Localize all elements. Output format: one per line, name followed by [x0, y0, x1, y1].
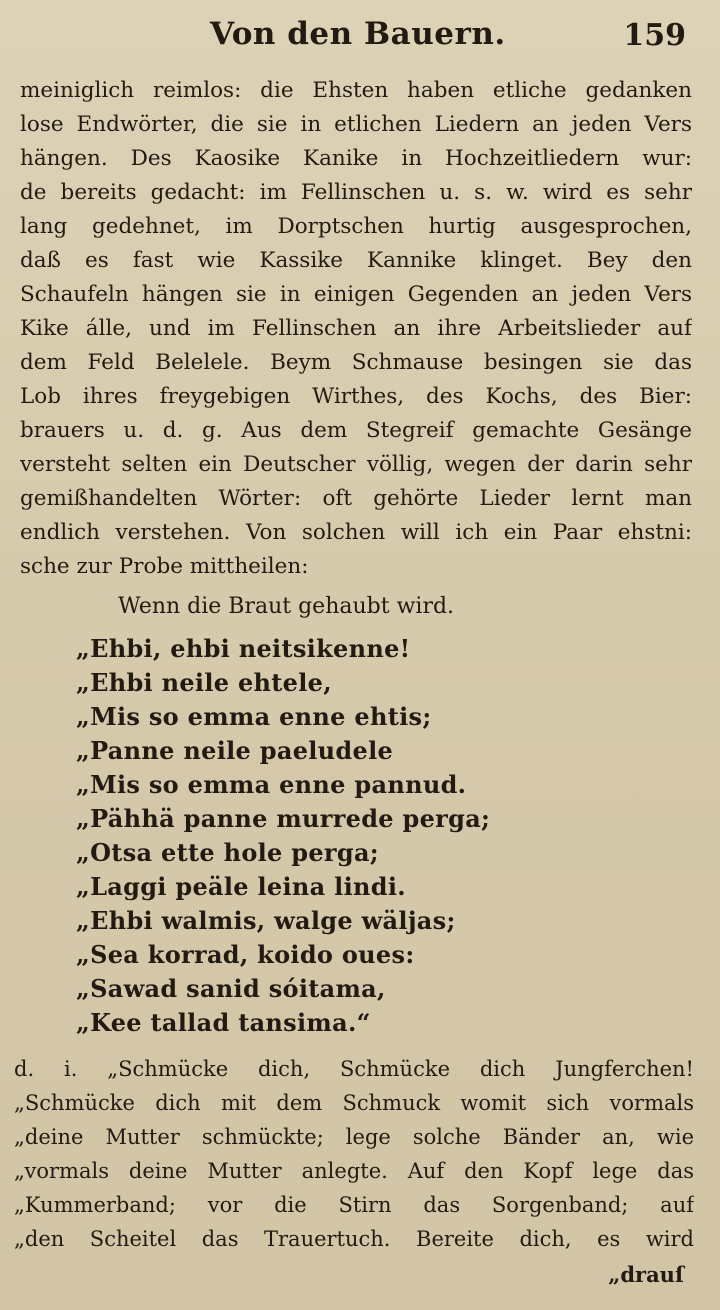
poem-verse: „Mis so emma enne pannud.	[76, 770, 467, 799]
text-line: d. i. „Schmücke dich, Schmücke dich Jungferchen!	[14, 1057, 694, 1081]
poem-verse: „Sea korrad, koido oues:	[76, 940, 415, 969]
poem-verse: „Ehbi, ehbi neitsikenne!	[76, 634, 411, 663]
body-paragraph	[20, 74, 692, 584]
text-line: „Schmücke dich mit dem Schmuck womit sich vormals	[14, 1091, 694, 1115]
text-line: versteht selten ein Deutscher völlig, wegen der darin sehr	[20, 452, 692, 477]
text-line: Lob ihres freygebigen Wirthes, des Kochs, des Bier:	[20, 384, 692, 409]
text-line: Schaufeln hängen sie in einigen Gegenden an jeden Vers	[20, 282, 692, 307]
catchword: „drauſ	[608, 1262, 684, 1287]
text-line: „vormals deine Mutter anlegte. Auf den Kopf lege das	[14, 1159, 694, 1183]
text-line: sche zur Probe mittheilen:	[20, 554, 309, 579]
poem-verse: „Pähhä panne murrede perga;	[76, 804, 491, 833]
text-line: „den Scheitel das Trauertuch. Bereite dich, es wird	[14, 1227, 694, 1251]
poem-verse: „Mis so emma enne ehtis;	[76, 702, 432, 731]
page-header	[0, 14, 720, 58]
running-title: Von den Bauern.	[210, 16, 506, 52]
text-line: „deine Mutter schmückte; lege solche Bänder an, wie	[14, 1125, 694, 1149]
poem-verse: „Sawad sanid sóitama,	[76, 974, 386, 1003]
text-line: lang gedehnet, im Dorptschen hurtig ausgesprochen,	[20, 214, 692, 239]
text-line: „Kummerband; vor die Stirn das Sorgenband; auf	[14, 1193, 694, 1217]
poem-verse: „Ehbi walmis, walge wäljas;	[76, 906, 456, 935]
text-line: endlich verstehen. Von solchen will ich ein Paar ehstni:	[20, 520, 692, 545]
page-number: 159	[623, 18, 686, 53]
poem-verse: „Laggi peäle leina lindi.	[76, 872, 406, 901]
text-line: gemißhandelten Wörter: oft gehörte Lieder lernt man	[20, 486, 692, 511]
poem-verse: „Panne neile paeludele	[76, 736, 394, 765]
translation-paragraph	[14, 1052, 694, 1256]
text-line: Kike álle, und im Fellinschen an ihre Arbeitslieder auf	[20, 316, 692, 341]
poem-heading: Wenn die Braut gehaubt wird.	[118, 594, 455, 619]
text-line: de bereits gedacht: im Fellinschen u. s. w. wird es sehr	[20, 180, 692, 205]
text-line: dem Feld Belelele. Beym Schmause besingen sie das	[20, 350, 692, 375]
poem-verses	[76, 632, 596, 1040]
poem-verse: „Ehbi neile ehtele,	[76, 668, 332, 697]
text-line: lose Endwörter, die sie in etlichen Liedern an jeden Vers	[20, 112, 692, 137]
poem-verse: „Otsa ette hole perga;	[76, 838, 379, 867]
text-line: brauers u. d. g. Aus dem Stegreif gemachte Gesänge	[20, 418, 692, 443]
poem-verse: „Kee tallad tansima.“	[76, 1008, 371, 1037]
text-line: meiniglich reimlos: die Ehsten haben etliche gedanken	[20, 78, 692, 103]
text-line: daß es fast wie Kassike Kannike klinget. Bey den	[20, 248, 692, 273]
text-line: hängen. Des Kaosike Kanike in Hochzeitliedern wur:	[20, 146, 692, 171]
